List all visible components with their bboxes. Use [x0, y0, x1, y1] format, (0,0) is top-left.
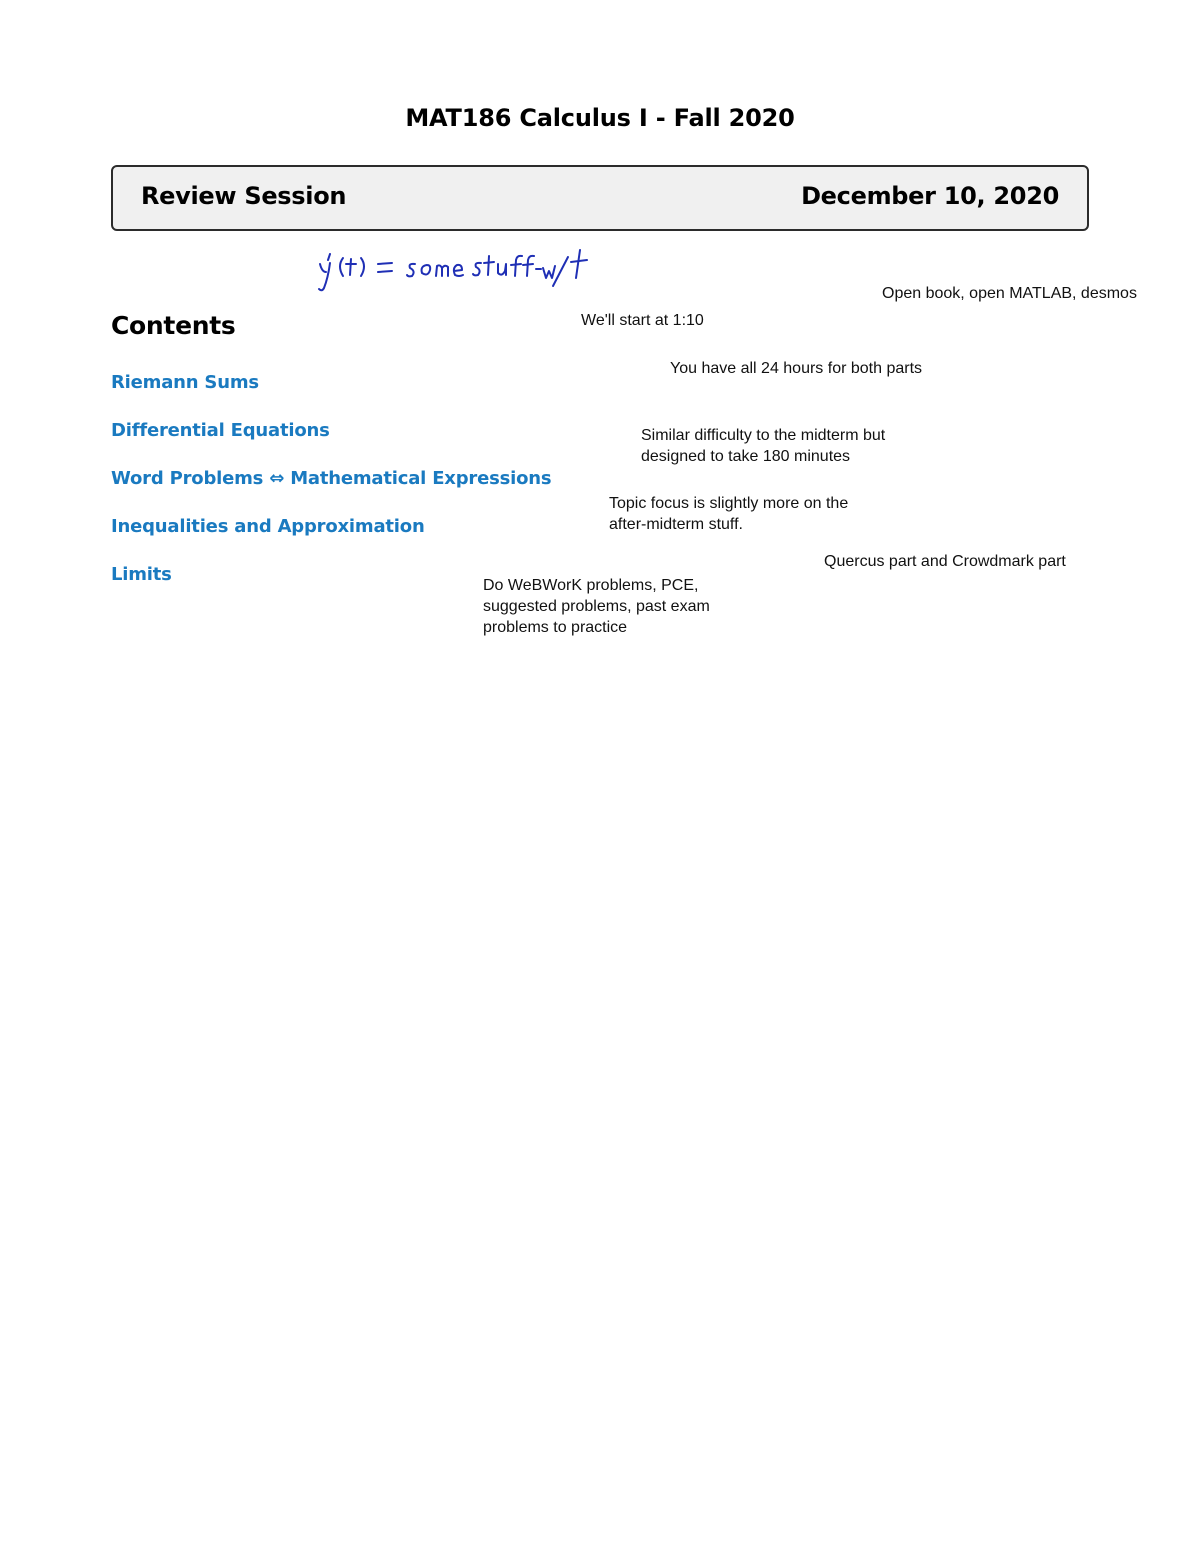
toc-link-riemann-sums[interactable]: Riemann Sums — [111, 372, 259, 393]
session-date: December 10, 2020 — [801, 182, 1059, 210]
toc-link-inequalities[interactable]: Inequalities and Approximation — [111, 516, 425, 537]
page-title: MAT186 Calculus I - Fall 2020 — [405, 104, 795, 132]
toc-link-limits[interactable]: Limits — [111, 564, 172, 585]
toc-link-differential-equations[interactable]: Differential Equations — [111, 420, 330, 441]
handwritten-equation — [310, 244, 610, 300]
session-name: Review Session — [141, 182, 347, 210]
contents-heading: Contents — [111, 311, 236, 340]
session-header — [111, 165, 1089, 231]
note-difficulty: Similar difficulty to the midterm but designed to take 180 minutes — [641, 427, 886, 465]
note-hours: You have all 24 hours for both parts — [670, 360, 923, 377]
note-parts: Quercus part and Crowdmark part — [824, 553, 1066, 570]
note-open-book: Open book, open MATLAB, desmos — [882, 285, 1137, 302]
note-practice: Do WeBWorK problems, PCE, suggested problems, past exam problems to practice — [483, 577, 710, 636]
toc-link-word-problems[interactable]: Word Problems ⇔ Mathematical Expressions — [111, 468, 552, 489]
note-start-time: We'll start at 1:10 — [581, 312, 704, 329]
note-topic-focus: Topic focus is slightly more on the after-midterm stuff. — [609, 495, 849, 533]
